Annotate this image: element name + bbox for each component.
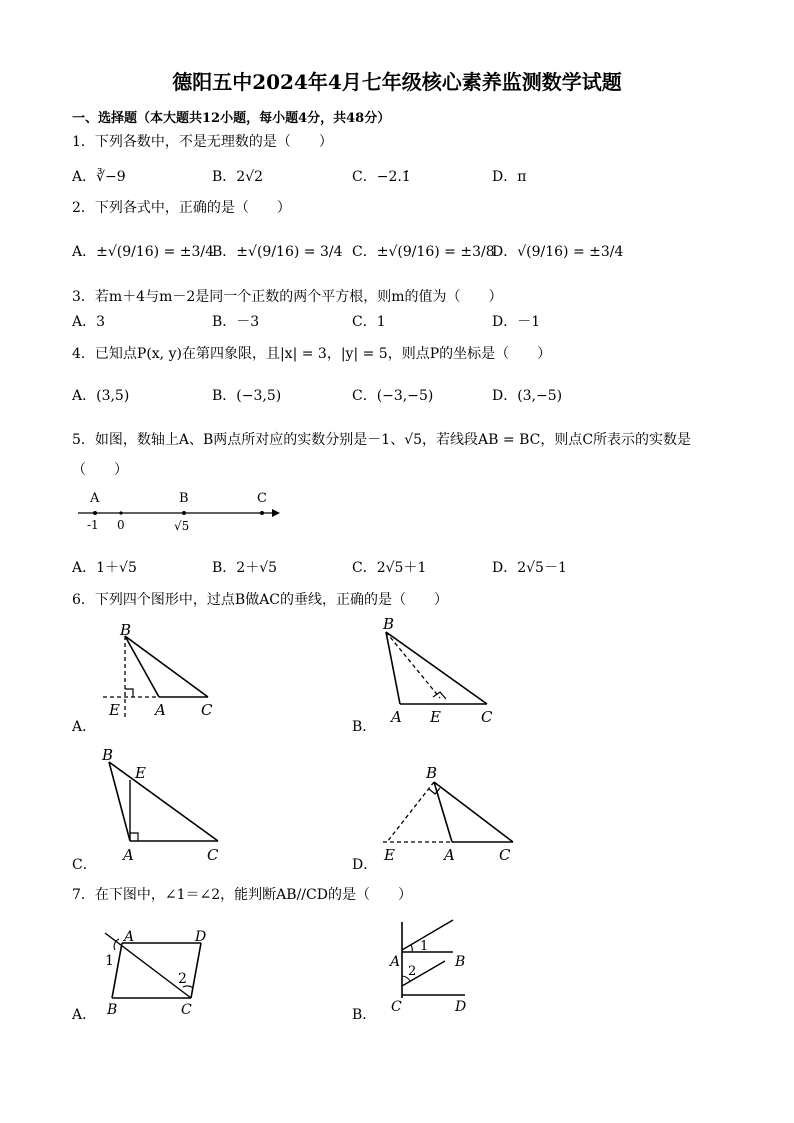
q7a-angle-2: 2	[178, 971, 187, 987]
q6b-label-c: C	[481, 708, 493, 726]
q7a-label-b: B	[107, 1002, 118, 1018]
q2-option-b[interactable]	[212, 241, 342, 261]
q6d-label-c: C	[499, 846, 511, 864]
q3-option-b[interactable]: B．－3	[212, 314, 260, 330]
q5-label-sqrt5: √5	[174, 519, 190, 533]
q4-option-d[interactable]: D．(3,−5)	[492, 388, 563, 404]
q6-option-b[interactable]: B．	[352, 719, 377, 735]
q7b-label-c: C	[391, 999, 402, 1015]
q2-option-c-label: C．	[352, 244, 377, 260]
q7b-label-a: A	[390, 954, 401, 970]
q2-option-d[interactable]	[492, 241, 623, 261]
q6d-label-b: B	[426, 764, 438, 782]
q5-option-a[interactable]: A．1＋√5	[72, 560, 137, 576]
q2-option-a-expr: ±√(9/16) = ±3/4	[96, 244, 215, 260]
q6-figure-c	[95, 740, 225, 865]
q4-option-c[interactable]: C．(−3,−5)	[352, 388, 434, 404]
q5-tick-zero	[119, 511, 122, 514]
q5-option-b[interactable]: B．2＋√5	[212, 560, 278, 576]
q7a-angle-1: 1	[105, 953, 114, 969]
q5-stem-paren: （ ）	[72, 462, 128, 478]
q6c-label-b: B	[102, 746, 114, 764]
q5-stem: 5．如图，数轴上A、B两点所对应的实数分别是－1、√5，若线段AB = BC，则点C所表示的实数是	[72, 432, 692, 448]
q5-label-c: C	[257, 491, 267, 506]
q6c-label-c: C	[207, 846, 219, 864]
q6b-label-b: B	[383, 615, 395, 633]
section-heading: 一、选择题（本大题共12小题，每小题4分，共48分）	[72, 111, 391, 126]
q6a-label-e: E	[109, 701, 120, 719]
q6-option-a[interactable]: A．	[72, 719, 97, 735]
q6b-label-a: A	[391, 708, 402, 726]
q6d-label-e: E	[384, 846, 395, 864]
q5-point-b	[182, 511, 186, 515]
q1-option-c[interactable]: C．−2.1̇	[352, 169, 411, 185]
q1-option-d[interactable]: D．π	[492, 169, 527, 185]
q7-option-a[interactable]: A．	[72, 1007, 97, 1023]
q7-stem: 7．在下图中，∠1＝∠2，能判断AB//CD的是（ ）	[72, 887, 412, 903]
q5-point-a	[93, 511, 97, 515]
q7-figure-b	[375, 918, 485, 1018]
q2-option-b-expr: ±√(9/16) = 3/4	[236, 244, 343, 260]
q1-stem: 1．下列各数中，不是无理数的是（ ）	[72, 134, 333, 150]
q6-figure-b	[375, 612, 505, 724]
q6b-label-e: E	[430, 708, 441, 726]
q5-option-c[interactable]: C．2√5＋1	[352, 560, 427, 576]
q5-number-line	[72, 488, 292, 536]
q6d-label-a: A	[444, 846, 455, 864]
q2-option-c-expr: ±√(9/16) = ±3/8	[376, 244, 495, 260]
page-title: 德阳五中2024年4月七年级核心素养监测数学试题	[172, 70, 622, 94]
q7a-label-d: D	[195, 929, 207, 945]
q6a-label-c: C	[201, 701, 213, 719]
q6-option-d[interactable]: D．	[352, 857, 378, 873]
q7b-angle-1: 1	[420, 939, 429, 954]
q4-option-b[interactable]: B．(−3,5)	[212, 388, 282, 404]
q2-option-d-label: D．	[492, 244, 518, 260]
q2-option-d-expr: √(9/16) = ±3/4	[517, 244, 624, 260]
q1-option-a[interactable]: A．∛−9	[72, 169, 126, 185]
q6-option-c[interactable]: C．	[72, 857, 97, 873]
q7b-label-d: D	[455, 999, 467, 1015]
q6-stem: 6．下列四个图形中，过点B做AC的垂线，正确的是（ ）	[72, 592, 449, 608]
q5-label-a: A	[90, 491, 100, 506]
q2-option-a[interactable]	[72, 241, 214, 261]
q2-option-b-label: B．	[212, 244, 237, 260]
q3-option-c[interactable]: C．1	[352, 314, 386, 330]
q5-option-d[interactable]: D．2√5－1	[492, 560, 567, 576]
q1-option-b[interactable]: B．2√2	[212, 169, 264, 185]
q6-figure-d	[375, 758, 525, 866]
q7-option-b[interactable]: B．	[352, 1007, 377, 1023]
q3-option-a[interactable]: A．3	[72, 314, 106, 330]
q3-stem: 3．若m＋4与m－2是同一个正数的两个平方根，则m的值为（ ）	[72, 289, 503, 305]
q4-stem: 4．已知点P(x, y)在第四象限，且|x| = 3，|y| = 5，则点P的坐标是（ ）	[72, 346, 552, 362]
q2-option-a-label: A．	[72, 244, 97, 260]
q5-label-b: B	[179, 491, 189, 506]
q4-option-a[interactable]: A．(3,5)	[72, 388, 130, 404]
q2-option-c[interactable]	[352, 241, 495, 261]
q5-label-neg1: -1	[87, 518, 99, 532]
q6c-label-a: A	[123, 846, 134, 864]
q5-point-c	[260, 511, 264, 515]
q7a-label-a: A	[124, 929, 135, 945]
q7-figure-a	[95, 925, 225, 1020]
q3-option-d[interactable]: D．－1	[492, 314, 541, 330]
q7b-label-b: B	[455, 954, 466, 970]
q6c-label-e: E	[135, 764, 146, 782]
q5-label-zero: 0	[117, 518, 125, 532]
q6-figure-a	[95, 618, 225, 723]
q6a-label-a: A	[155, 701, 166, 719]
q6a-label-b: B	[120, 621, 132, 639]
q2-stem: 2．下列各式中，正确的是（ ）	[72, 200, 291, 216]
q7a-label-c: C	[181, 1002, 192, 1018]
q7b-angle-2: 2	[408, 964, 417, 979]
